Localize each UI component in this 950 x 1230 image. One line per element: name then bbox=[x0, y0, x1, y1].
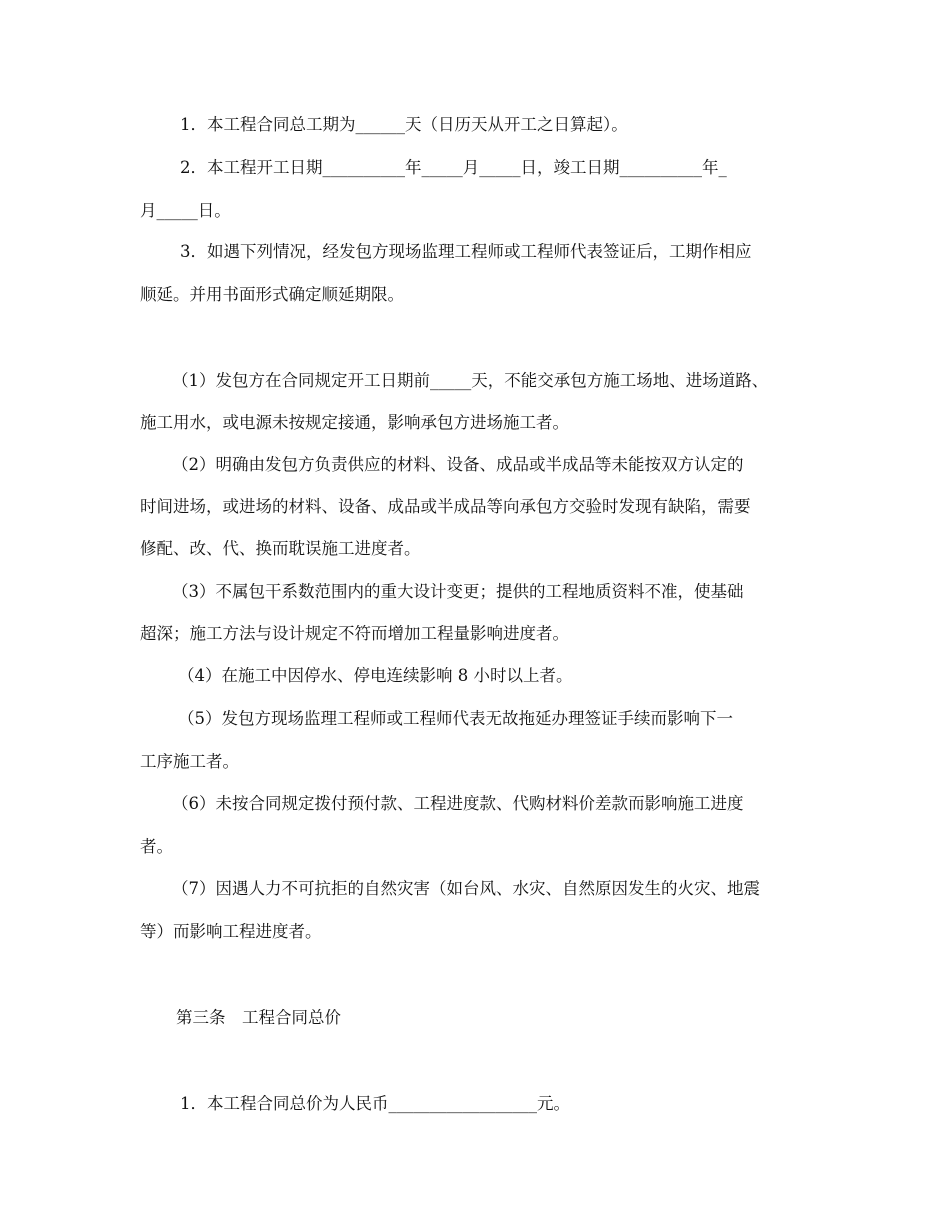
article3-heading-text: 第三条 工程合同总价 bbox=[176, 1008, 341, 1027]
article-3-heading bbox=[0, 1006, 950, 1030]
year-label: 年 bbox=[405, 158, 422, 177]
item3-line1: 3．如遇下列情况，经发包方现场监理工程师或工程师代表签证后，工期作相应 bbox=[180, 242, 752, 261]
c4-line1: （4）在施工中因停水、停电连续影响 8 小时以上者。 bbox=[178, 666, 573, 685]
condition-1 bbox=[0, 369, 950, 393]
c6-line2: 者。 bbox=[140, 837, 173, 856]
schedule-item-2-cont bbox=[0, 199, 950, 223]
contract-price-blank: __________________ bbox=[388, 1094, 537, 1113]
start-day-blank: _____ bbox=[479, 158, 521, 177]
article-3-item-1 bbox=[0, 1092, 950, 1116]
a3-item1-text: 1．本工程合同总价为人民币 bbox=[180, 1094, 389, 1113]
condition-2-cont bbox=[0, 495, 950, 519]
c1-days-blank: _____ bbox=[430, 371, 472, 390]
condition-5 bbox=[0, 707, 950, 731]
c7-line2: 等）而影响工程进度者。 bbox=[140, 922, 322, 941]
end-day-blank: _____ bbox=[156, 201, 198, 220]
schedule-item-3-cont bbox=[0, 283, 950, 307]
c2-line3: 修配、改、代、换而耽误施工进度者。 bbox=[140, 539, 421, 558]
year-label-2: 年 bbox=[702, 158, 719, 177]
item2-text: 2．本工程开工日期 bbox=[180, 158, 323, 177]
condition-2-cont2 bbox=[0, 537, 950, 561]
c7-line1: （7）因遇人力不可抗拒的自然灾害（如台风、水灾、自然原因发生的火灾、地震 bbox=[172, 879, 760, 898]
condition-6 bbox=[0, 792, 950, 816]
c1-text: （1）发包方在合同规定开工日期前 bbox=[172, 371, 430, 390]
condition-3-cont bbox=[0, 622, 950, 646]
condition-2 bbox=[0, 453, 950, 477]
item1-text: 1．本工程合同总工期为 bbox=[180, 115, 356, 134]
condition-3 bbox=[0, 580, 950, 604]
schedule-item-2 bbox=[0, 156, 950, 180]
condition-4 bbox=[0, 664, 950, 688]
c5-line1: （5）发包方现场监理工程师或工程师代表无故拖延办理签证手续而影响下一 bbox=[178, 709, 733, 728]
c2-line2: 时间进场，或进场的材料、设备、成品或半成品等向承包方交验时发现有缺陷，需要 bbox=[140, 497, 751, 516]
schedule-item-3 bbox=[0, 240, 950, 264]
month-label: 月 bbox=[462, 158, 480, 177]
a3-item1-tail: 元。 bbox=[537, 1094, 570, 1113]
c2-line1: （2）明确由发包方负责供应的材料、设备、成品或半成品等未能按双方认定的 bbox=[172, 455, 744, 474]
item1-text-tail: 天（日历天从开工之日算起）。 bbox=[405, 115, 628, 134]
completion-label: 日，竣工日期 bbox=[520, 158, 620, 177]
condition-5-cont bbox=[0, 750, 950, 774]
c3-line2: 超深；施工方法与设计规定不符而增加工程量影响进度者。 bbox=[140, 624, 569, 643]
c6-line1: （6）未按合同规定拨付预付款、工程进度款、代购材料价差款而影响施工进度 bbox=[172, 794, 744, 813]
condition-7-cont bbox=[0, 920, 950, 944]
c1-line2: 施工用水，或电源未按规定接通，影响承包方进场施工者。 bbox=[140, 413, 569, 432]
c5-line2: 工序施工者。 bbox=[140, 752, 239, 771]
item3-line2: 顺延。并用书面形式确定顺延期限。 bbox=[140, 285, 404, 304]
start-month-blank: _____ bbox=[421, 158, 463, 177]
condition-7 bbox=[0, 877, 950, 901]
c3-line1: （3）不属包干系数范围内的重大设计变更；提供的工程地质资料不准，使基础 bbox=[172, 582, 744, 601]
end-month-blank-start: _ bbox=[718, 158, 727, 177]
condition-6-cont bbox=[0, 835, 950, 859]
month-label-2: 月 bbox=[140, 201, 157, 220]
condition-1-cont bbox=[0, 411, 950, 435]
schedule-item-1 bbox=[0, 113, 950, 137]
c1-text-tail: 天，不能交承包方施工场地、进场道路、 bbox=[471, 371, 769, 390]
end-year-blank: __________ bbox=[619, 158, 702, 177]
day-label: 日。 bbox=[197, 201, 231, 220]
total-days-blank: ______ bbox=[355, 115, 405, 134]
start-year-blank: __________ bbox=[322, 158, 405, 177]
